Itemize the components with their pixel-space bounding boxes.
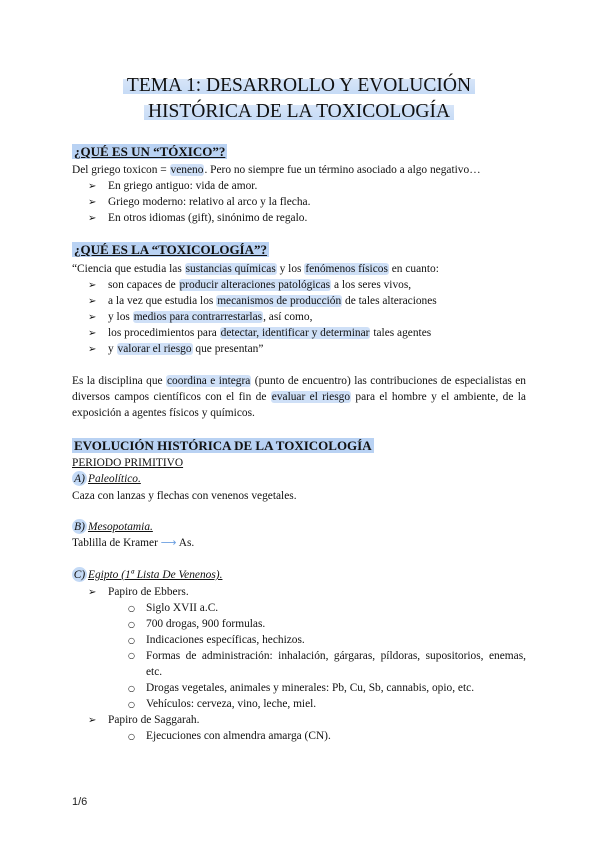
document-title bbox=[72, 73, 526, 125]
sub-item: ○ Siglo XVII a.C. bbox=[128, 600, 218, 617]
heading-toxicologia: ¿QUÉ ES LA “TOXICOLOGÍA”? bbox=[74, 242, 268, 257]
title-line-2: HISTÓRICA DE LA TOXICOLOGÍA bbox=[144, 101, 454, 122]
era-egipto: C) Egipto (1ª Lista De Venenos). bbox=[73, 569, 223, 581]
sub-item: ○ Drogas vegetales, animales y minerales: Pb, Cu, Sb, cannabis, opio, etc. bbox=[128, 680, 474, 697]
era-paleolitico-text: Caza con lanzas y flechas con venenos vegetales. bbox=[72, 490, 297, 502]
right-arrow-icon: ⟶ bbox=[160, 536, 177, 549]
bullet-item: ➢ y valorar el riesgo que presentan” bbox=[88, 341, 263, 358]
title-line-1: TEMA 1: DESARROLLO Y EVOLUCIÓN bbox=[123, 75, 475, 96]
sub-item: ○ Indicaciones específicas, hechizos. bbox=[128, 632, 305, 649]
arrow-bullet-icon: ➢ bbox=[88, 312, 97, 323]
heading-evolucion: EVOLUCIÓN HISTÓRICA DE LA TOXICOLOGÍA bbox=[74, 438, 372, 453]
page-number: 1/6 bbox=[72, 796, 88, 808]
arrow-bullet-icon: ➢ bbox=[88, 181, 97, 192]
era-mesopotamia-text: Tablilla de Kramer ⟶ As. bbox=[72, 536, 195, 549]
bullet-item: ➢ y los medios para contrarrestarlas, así como, bbox=[88, 309, 312, 326]
sub-item: ○ Formas de administración: inhalación, gárgaras, píldoras, supositorios, enemas, etc. bbox=[128, 650, 526, 678]
circle-bullet-icon: ○ bbox=[128, 700, 135, 709]
circle-bullet-icon: ○ bbox=[128, 684, 135, 693]
toxicologia-paragraph: Es la disciplina que coordina e integra (punto de encuentro) las contribuciones de especialistas en diversos campos científicos con el fin de evaluar el riesgo para el hombre y el ambiente, de la exposición a agentes físicos y químicos. bbox=[72, 375, 526, 419]
arrow-bullet-icon: ➢ bbox=[88, 328, 97, 339]
arrow-bullet-icon: ➢ bbox=[88, 715, 97, 726]
bullet-item: ➢ Papiro de Ebbers. bbox=[88, 584, 189, 601]
heading-toxico: ¿QUÉ ES UN “TÓXICO”? bbox=[74, 144, 226, 159]
sub-item: ○ Ejecuciones con almendra amarga (CN). bbox=[128, 728, 331, 745]
arrow-bullet-icon: ➢ bbox=[88, 587, 97, 598]
toxicologia-definition: “Ciencia que estudia las sustancias químicas y los fenómenos físicos en cuanto: bbox=[72, 263, 439, 275]
arrow-bullet-icon: ➢ bbox=[88, 296, 97, 307]
circle-bullet-icon: ○ bbox=[128, 604, 135, 613]
bullet-item: ➢ a la vez que estudia los mecanismos de producción de tales alteraciones bbox=[88, 293, 437, 310]
bullet-item: ➢ Griego moderno: relativo al arco y la flecha. bbox=[88, 194, 310, 211]
bullet-item: ➢ En otros idiomas (gift), sinónimo de regalo. bbox=[88, 210, 307, 227]
circle-bullet-icon: ○ bbox=[128, 651, 135, 660]
era-paleolitico: A) Paleolítico. bbox=[72, 471, 141, 487]
circle-bullet-icon: ○ bbox=[128, 636, 135, 645]
toxico-intro: Del griego toxicon = veneno. Pero no siempre fue un término asociado a algo negativo… bbox=[72, 164, 481, 176]
arrow-bullet-icon: ➢ bbox=[88, 344, 97, 355]
era-mesopotamia: B) Mesopotamia. bbox=[72, 519, 153, 535]
sub-item: ○ Vehículos: cerveza, vino, leche, miel. bbox=[128, 696, 316, 713]
period-title: PERIODO PRIMITIVO bbox=[72, 457, 184, 469]
bullet-item: ➢ los procedimientos para detectar, identificar y determinar tales agentes bbox=[88, 325, 431, 342]
arrow-bullet-icon: ➢ bbox=[88, 197, 97, 208]
circle-bullet-icon: ○ bbox=[128, 620, 135, 629]
bullet-item: ➢ son capaces de producir alteraciones patológicas a los seres vivos, bbox=[88, 277, 411, 294]
bullet-item: ➢ En griego antiguo: vida de amor. bbox=[88, 178, 257, 195]
arrow-bullet-icon: ➢ bbox=[88, 213, 97, 224]
sub-item: ○ 700 drogas, 900 formulas. bbox=[128, 616, 265, 633]
circle-bullet-icon: ○ bbox=[128, 732, 135, 741]
arrow-bullet-icon: ➢ bbox=[88, 280, 97, 291]
bullet-item: ➢ Papiro de Saggarah. bbox=[88, 712, 199, 729]
